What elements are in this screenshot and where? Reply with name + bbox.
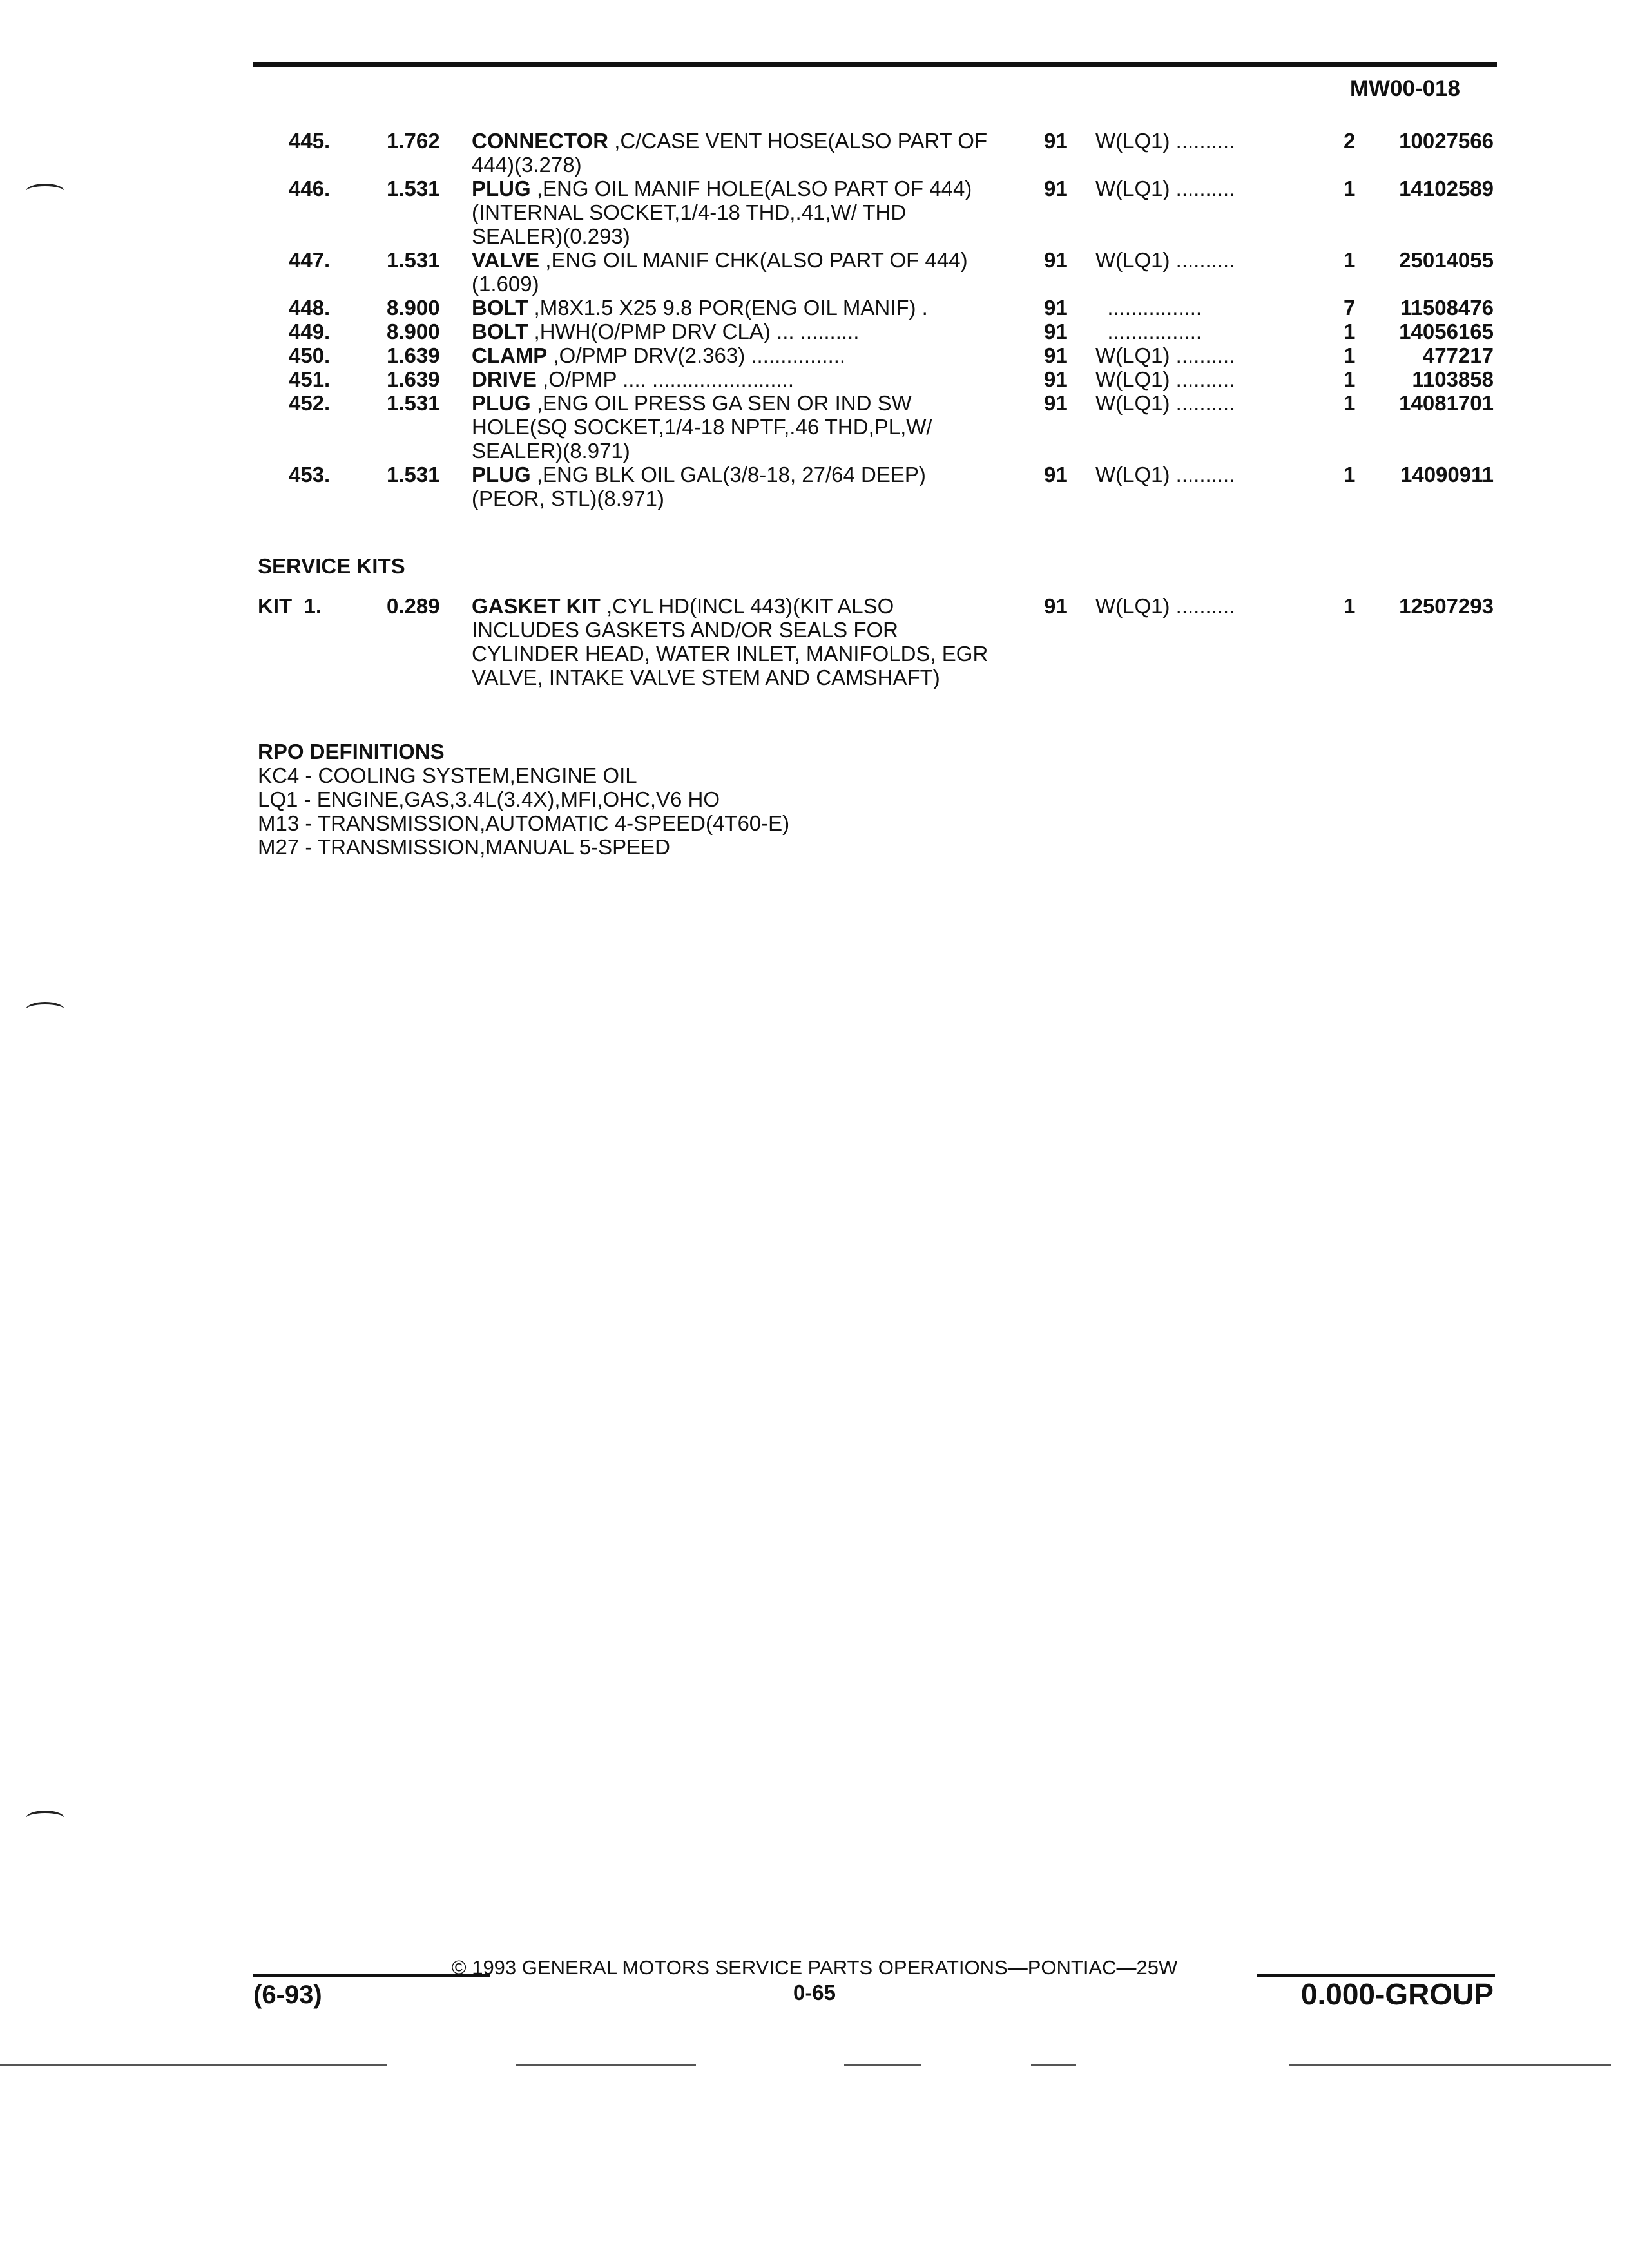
part-number: 25014055	[1399, 248, 1494, 272]
quantity: 1	[1344, 391, 1356, 415]
page-code: MW00-018	[1349, 76, 1460, 101]
item-description	[472, 320, 1000, 343]
item-number: 453.	[289, 463, 331, 486]
item-number: 448.	[289, 296, 331, 320]
binder-mark	[26, 1002, 64, 1017]
item-detail: ,HWH(O/PMP DRV CLA) ... ..........	[528, 320, 860, 343]
item-name: PLUG	[472, 177, 531, 200]
item-number: 447.	[289, 248, 331, 272]
group-label: 0.000-GROUP	[1300, 1977, 1494, 2011]
item-name: DRIVE	[472, 367, 537, 391]
item-detail: ,O/PMP DRV(2.363) ................	[547, 343, 846, 367]
scan-line	[1289, 2064, 1611, 2066]
model-year: 91	[1044, 296, 1068, 320]
scan-line	[844, 2064, 921, 2066]
group-number: 1.762	[387, 129, 440, 153]
quantity: 7	[1344, 296, 1356, 320]
item-number: 445.	[289, 129, 331, 153]
model-year: 91	[1044, 177, 1068, 200]
rpo-line: LQ1 - ENGINE,GAS,3.4L(3.4X),MFI,OHC,V6 HO	[258, 787, 720, 811]
scan-line	[0, 2064, 387, 2066]
item-detail: ,ENG OIL MANIF CHK(ALSO PART OF 444)(1.609)	[472, 248, 968, 296]
quantity: 1	[1344, 594, 1356, 618]
model-year: 91	[1044, 343, 1068, 367]
header-rule	[253, 62, 1497, 67]
usage: W(LQ1) ..........	[1095, 594, 1235, 618]
item-description	[472, 296, 1000, 320]
group-number: 1.531	[387, 463, 440, 486]
quantity: 1	[1344, 343, 1356, 367]
model-year: 91	[1044, 129, 1068, 153]
scan-line	[1031, 2064, 1076, 2066]
usage: W(LQ1) ..........	[1095, 177, 1235, 200]
group-number: 1.639	[387, 367, 440, 391]
group-number: 8.900	[387, 296, 440, 320]
item-description	[472, 343, 1000, 367]
kit-description	[472, 594, 1000, 689]
quantity: 1	[1344, 463, 1356, 486]
usage: W(LQ1) ..........	[1095, 343, 1235, 367]
rpo-line: M27 - TRANSMISSION,MANUAL 5-SPEED	[258, 835, 670, 859]
item-name: BOLT	[472, 320, 528, 343]
item-detail: ,ENG BLK OIL GAL(3/8-18, 27/64 DEEP) (PEOR, STL)(8.971)	[472, 463, 926, 510]
part-number: 10027566	[1399, 129, 1494, 153]
item-name: VALVE	[472, 248, 540, 272]
model-year: 91	[1044, 594, 1068, 618]
model-year: 91	[1044, 367, 1068, 391]
group-number: 0.289	[387, 594, 440, 618]
kit-detail: ,CYL HD(INCL 443)(KIT ALSO INCLUDES GASKETS AND/OR SEALS FOR CYLINDER HEAD, WATER INLET, MANIFOLDS, EGR VALVE, INTAKE VALVE STEM AND CAMSHAFT)	[472, 594, 988, 689]
model-year: 91	[1044, 320, 1068, 343]
rpo-line: M13 - TRANSMISSION,AUTOMATIC 4-SPEED(4T60-E)	[258, 811, 790, 835]
item-description	[472, 129, 1000, 177]
item-description	[472, 177, 1000, 248]
service-kits-heading: SERVICE KITS	[258, 554, 405, 578]
quantity: 1	[1344, 367, 1356, 391]
usage: W(LQ1) ..........	[1095, 129, 1235, 153]
rpo-definitions	[258, 740, 789, 859]
usage: ................	[1095, 296, 1202, 320]
item-detail: ,ENG OIL PRESS GA SEN OR IND SW HOLE(SQ SOCKET,1/4-18 NPTF,.46 THD,PL,W/ SEALER)(8.971)	[472, 391, 932, 463]
model-year: 91	[1044, 248, 1068, 272]
usage: W(LQ1) ..........	[1095, 367, 1235, 391]
usage: ................	[1095, 320, 1202, 343]
item-name: PLUG	[472, 391, 531, 415]
item-name: PLUG	[472, 463, 531, 486]
model-year: 91	[1044, 391, 1068, 415]
usage: W(LQ1) ..........	[1095, 463, 1235, 486]
item-name: CONNECTOR	[472, 129, 609, 153]
part-number: 11508476	[1400, 296, 1494, 320]
part-number: 1103858	[1412, 367, 1494, 391]
kit-name: GASKET KIT	[472, 594, 601, 618]
binder-mark	[26, 184, 64, 199]
item-number: 451.	[289, 367, 331, 391]
kit-number: KIT 1.	[258, 594, 322, 618]
item-name: CLAMP	[472, 343, 548, 367]
usage: W(LQ1) ..........	[1095, 391, 1235, 415]
model-year: 91	[1044, 463, 1068, 486]
item-number: 450.	[289, 343, 331, 367]
group-number: 1.531	[387, 248, 440, 272]
item-detail: ,M8X1.5 X25 9.8 POR(ENG OIL MANIF) .	[528, 296, 928, 320]
part-number: 14056165	[1399, 320, 1494, 343]
item-name: BOLT	[472, 296, 528, 320]
copyright: © 1993 GENERAL MOTORS SERVICE PARTS OPERATIONS—PONTIAC—25W	[451, 1956, 1178, 1979]
quantity: 1	[1344, 248, 1356, 272]
item-number: 452.	[289, 391, 331, 415]
part-number: 12507293	[1399, 594, 1494, 618]
item-number: 449.	[289, 320, 331, 343]
item-description	[472, 463, 1000, 510]
item-number: 446.	[289, 177, 331, 200]
footer-date: (6-93)	[253, 1981, 322, 2009]
page-number: 0-65	[793, 1981, 836, 2004]
rpo-line: KC4 - COOLING SYSTEM,ENGINE OIL	[258, 764, 637, 787]
item-description	[472, 248, 1000, 296]
quantity: 2	[1344, 129, 1356, 153]
part-number: 14102589	[1399, 177, 1494, 200]
part-number: 14081701	[1399, 391, 1494, 415]
part-number: 14090911	[1400, 463, 1494, 486]
item-detail: ,ENG OIL MANIF HOLE(ALSO PART OF 444)(INTERNAL SOCKET,1/4-18 THD,.41,W/ THD SEALER)(0.293)	[472, 177, 972, 248]
usage: W(LQ1) ..........	[1095, 248, 1235, 272]
binder-mark	[26, 1811, 64, 1826]
item-detail: ,C/CASE VENT HOSE(ALSO PART OF 444)(3.278)	[472, 129, 988, 177]
item-description	[472, 367, 1000, 391]
quantity: 1	[1344, 320, 1356, 343]
group-number: 1.639	[387, 343, 440, 367]
rpo-heading: RPO DEFINITIONS	[258, 740, 445, 764]
item-description	[472, 391, 1000, 463]
item-detail: ,O/PMP .... ........................	[536, 367, 795, 391]
group-number: 1.531	[387, 177, 440, 200]
part-number: 477217	[1422, 343, 1494, 367]
group-number: 8.900	[387, 320, 440, 343]
scan-line	[516, 2064, 696, 2066]
group-number: 1.531	[387, 391, 440, 415]
quantity: 1	[1344, 177, 1356, 200]
